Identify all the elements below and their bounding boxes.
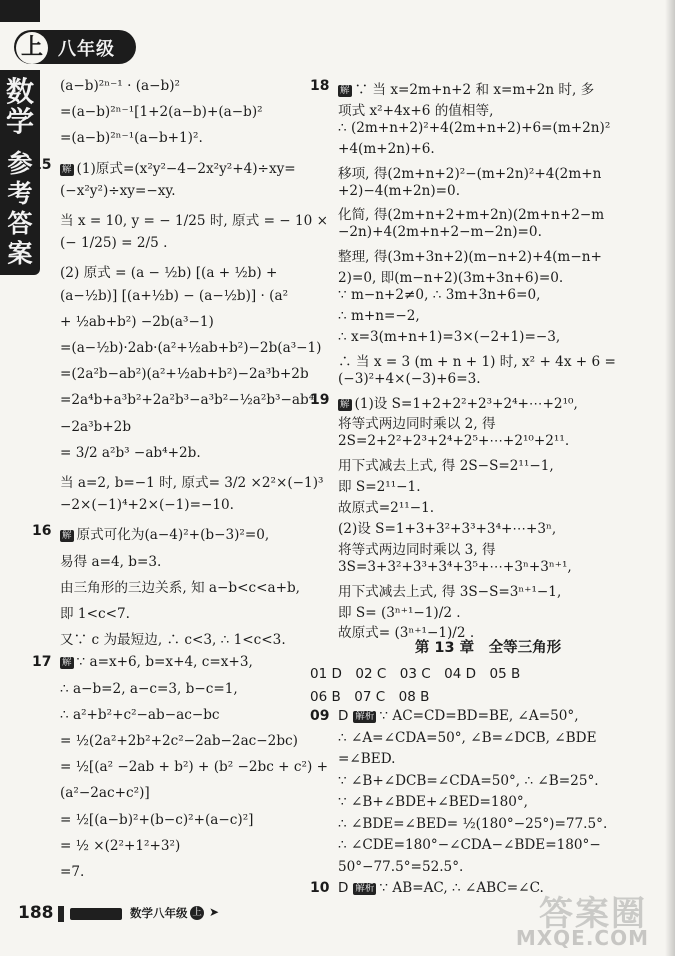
solution-badge: 解	[62, 657, 72, 669]
solution-line	[338, 559, 572, 575]
solution-text: 当 a=2, b=−1 时, 原式= 3/2 ×2²×(−1)³	[60, 475, 324, 491]
solution-line	[60, 392, 314, 408]
side-char: 参	[7, 149, 33, 178]
solution-text: (− 1/25) = 2/5 .	[60, 235, 168, 252]
solution-line	[60, 864, 84, 880]
solution-text: −2×(−1)⁴+2×(−1)=−10.	[60, 497, 234, 514]
solution-line	[338, 99, 493, 119]
solution-text: ∵ AB=AC, ∴ ∠ABC=∠C.	[379, 880, 544, 896]
solution-line	[60, 785, 150, 801]
solution-line	[338, 773, 599, 789]
solution-line	[32, 654, 253, 671]
solution-line	[338, 730, 597, 746]
solution-line	[60, 419, 131, 435]
solution-line	[338, 224, 542, 240]
solution-text: ∵ a=x+6, b=x+4, c=x+3,	[76, 654, 253, 671]
solution-text: +2)−4(m+2n)=0.	[338, 182, 461, 199]
solution-text: 2)=0, 即(m−n+2)(3m+3n+6)=0.	[338, 270, 564, 287]
solution-line	[338, 120, 610, 136]
solution-line	[60, 497, 234, 513]
solution-text: = ½[(a−b)²+(b−c)²+(a−c)²]	[60, 811, 254, 828]
solution-line	[60, 550, 161, 570]
problem-number: 18	[310, 78, 330, 94]
solution-text: =(a−b)²ⁿ⁻¹(a−b+1)².	[60, 130, 203, 147]
solution-text: ∵ m−n+2≠0, ∴ 3m+3n+6=0,	[338, 287, 541, 303]
solution-badge: 解	[340, 398, 350, 410]
solution-line	[60, 261, 277, 281]
solution-line	[32, 156, 296, 177]
solution-text: 将等式两边同时乘以 2, 得	[338, 416, 496, 433]
solution-line	[338, 266, 563, 286]
solution-line	[60, 366, 309, 382]
solution-text: 2S=2+2²+2³+2⁴+2⁵+⋯+2¹⁰+2¹¹.	[338, 433, 570, 450]
solution-text: =(2a²b−ab²)(a²+½ab+b²)−2a³b+2b	[60, 366, 309, 383]
solution-text: ∴ a²+b²+c²−ab−ac−bc	[60, 706, 220, 723]
problem-number: 10	[310, 880, 330, 896]
solution-line	[60, 314, 214, 330]
solution-text: ∴ m+n=−2,	[338, 307, 420, 324]
solution-text: 原式可化为(a−4)²+(b−3)²=0,	[76, 527, 270, 544]
solution-line	[60, 183, 176, 199]
solution-text: +4(m+2n)+6.	[338, 140, 435, 157]
solution-line	[60, 628, 286, 648]
solution-line	[60, 104, 263, 120]
solution-text: 3S=3+3²+3³+3⁴+3⁵+⋯+3ⁿ+3ⁿ⁺¹,	[338, 558, 572, 575]
solution-text: =7.	[60, 864, 85, 880]
solution-badge: 解析	[355, 711, 375, 722]
solution-text: 化简, 得(2m+n+2+m+2n)(2m+n+2−m	[338, 207, 605, 224]
solution-line	[60, 707, 220, 723]
solution-text: 项式 x²+4x+6 的值相等,	[338, 102, 494, 119]
solution-text: (2) 原式 = (a − ½b) [(a + ½b) +	[60, 265, 278, 282]
page-number: 188	[18, 903, 54, 923]
footer-divider	[58, 906, 64, 922]
solution-text: (a−½b)] [(a+½b) − (a−½b)] · (a²	[60, 287, 289, 304]
solution-badge: 解	[62, 163, 72, 175]
solution-text: (a−b)²ⁿ⁻¹ · (a−b)²	[60, 78, 180, 94]
solution-line	[338, 371, 481, 387]
solution-text: 故原式=2¹¹−1.	[338, 500, 435, 516]
page-edge-shadow	[665, 0, 675, 956]
side-char: 数	[5, 75, 34, 108]
solution-text: 即 S= (3ⁿ⁺¹−1)/2 .	[338, 604, 461, 621]
solution-line	[338, 183, 460, 199]
solution-text: ∴ a−b=2, a−c=3, b−c=1,	[60, 680, 238, 697]
solution-line	[60, 471, 323, 491]
solution-text: = ½[(a² −2ab + b²) + (b² −2bc + c²) +	[60, 759, 328, 776]
solution-text: 又∵ c 为最短边, ∴ c<3, ∴ 1<c<3.	[60, 632, 286, 649]
solution-line	[60, 681, 238, 697]
solution-line	[338, 203, 604, 223]
problem-number: 19	[310, 391, 330, 408]
solution-text: ∵ 当 x=2m+n+2 和 x=m+2n 时, 多	[354, 82, 595, 98]
solution-text: ∴ 当 x = 3 (m + n + 1) 时, x² + 4x + 6 =	[338, 353, 616, 370]
solution-line	[338, 245, 602, 265]
solution-text: ∴ ∠CDE=180°−∠CDA−∠BDE=180°−	[338, 837, 601, 853]
solution-line	[60, 812, 253, 828]
solution-line	[338, 329, 560, 345]
solution-text: 即 1<c<7.	[60, 606, 130, 622]
solution-line	[310, 708, 579, 724]
solution-line	[32, 523, 270, 544]
solution-text: (2)设 S=1+3+3²+3³+3⁴+⋯+3ⁿ,	[338, 520, 557, 537]
solution-line	[338, 580, 561, 600]
solution-text: 易得 a=4, b=3.	[60, 553, 162, 570]
solution-line	[338, 412, 496, 432]
solution-text: = 3/2 a²b³ −ab⁴+2b.	[60, 444, 201, 461]
solution-line	[60, 759, 328, 775]
solution-text: (−3)²+4×(−3)+6=3.	[338, 370, 481, 387]
solution-text: −2n)+4(2m+n+2−m−2n)=0.	[338, 224, 542, 241]
solution-line	[338, 859, 463, 875]
answer-row: 01 D 02 C 03 C 04 D 05 B	[310, 666, 521, 682]
solution-text: 整理, 得(3m+3n+2)(m−n+2)+4(m−n+	[338, 249, 602, 266]
solution-line	[338, 816, 607, 832]
solution-text: (−x²y²)÷xy=−xy.	[60, 182, 176, 199]
solution-text: ∵ ∠B+∠BDE+∠BED=180°,	[338, 794, 528, 810]
solution-line	[338, 601, 461, 621]
solution-line	[338, 162, 601, 182]
solution-line	[60, 445, 201, 461]
solution-text: (1)原式=(x²y²−4−2x²y²+4)÷xy=	[76, 160, 296, 177]
solution-text: ∴ x=3(m+n+1)=3×(−2+1)=−3,	[338, 328, 561, 345]
solution-badge: 解	[340, 85, 350, 96]
solution-text: 当 x = 10, y = − 1/25 时, 原式 = − 10 ×	[60, 213, 328, 229]
solution-text: = ½(2a²+2b²+2c²−2ab−2ac−2bc)	[60, 733, 298, 749]
watermark-logo: 答案圈	[539, 894, 647, 934]
answer-choice: D	[338, 880, 349, 896]
solution-line	[338, 751, 395, 767]
solution-text: ∴ ∠BDE=∠BED= ½(180°−25°)=77.5°.	[338, 815, 608, 832]
solution-text: ∴ (2m+n+2)²+4(2m+n+2)+6=(m+2n)²	[338, 119, 611, 136]
solution-line	[60, 602, 130, 622]
solution-line	[338, 794, 528, 810]
solution-line	[338, 517, 556, 537]
chapter-title: 第 13 章 全等三角形	[414, 640, 562, 656]
solution-text: =∠BED.	[338, 751, 396, 767]
solution-line	[60, 838, 180, 854]
sidebar-top-band	[0, 0, 40, 22]
solution-line	[338, 475, 421, 495]
answer-choice: D	[338, 708, 349, 724]
solution-line	[338, 538, 496, 558]
solution-line	[60, 576, 300, 596]
solution-text: 50°−77.5°=52.5°.	[338, 858, 464, 875]
solution-text: ∵ AC=CD=BD=BE, ∠A=50°,	[379, 708, 579, 724]
solution-line	[310, 78, 595, 98]
solution-text: 故原式= (3ⁿ⁺¹−1)/2 .	[338, 625, 475, 642]
solution-line	[338, 433, 569, 449]
volume-marker: 上	[16, 32, 48, 64]
solution-text: =(a−b)²ⁿ⁻¹[1+2(a−b)+(a−b)²	[60, 104, 263, 121]
side-char: 案	[7, 239, 33, 268]
side-char: 答	[7, 209, 33, 238]
solution-line	[338, 287, 540, 303]
solution-line	[60, 209, 328, 229]
solution-text: 即 S=2¹¹−1.	[338, 479, 421, 496]
arrow-right-icon: ➤	[209, 905, 220, 919]
solution-line	[310, 880, 544, 896]
solution-text: (a²−2ac+c²)]	[60, 785, 150, 802]
solution-line	[338, 141, 435, 157]
side-char: 学	[5, 105, 34, 138]
solution-text: + ½ab+b²) −2b(a³−1)	[60, 313, 214, 330]
solution-line	[60, 235, 167, 251]
book-title: 数学八年级	[130, 906, 188, 920]
solution-line	[60, 733, 298, 749]
solution-text: 移项, 得(2m+n+2)²−(m+2n)²+4(2m+n	[338, 165, 602, 182]
solution-text: ∵ ∠B+∠DCB=∠CDA=50°, ∴ ∠B=25°.	[338, 772, 599, 789]
solution-line	[60, 340, 321, 356]
problem-number: 15	[32, 156, 52, 173]
problem-number: 16	[32, 523, 52, 540]
solution-badge: 解	[62, 530, 72, 542]
solution-text: (1)设 S=1+2+2²+2³+2⁴+⋯+2¹⁰,	[354, 395, 578, 412]
solution-text: =(a−½b)·2ab·(a²+½ab+b²)−2b(a³−1)	[60, 340, 322, 356]
problem-number: 17	[32, 654, 52, 671]
solution-line	[310, 391, 578, 412]
answer-row: 06 B 07 C 08 B	[310, 689, 430, 705]
solution-line	[338, 837, 601, 853]
side-char: 考	[7, 179, 33, 208]
solution-line	[338, 308, 420, 324]
solution-text: −2a³b+2b	[60, 418, 132, 435]
problem-number: 09	[310, 708, 330, 724]
solution-text: 用下式减去上式, 得 2S−S=2¹¹−1,	[338, 458, 554, 475]
grade-label: 八年级	[58, 39, 115, 60]
series-logo	[70, 908, 122, 920]
solution-text: =2a⁴b+a³b²+2a²b³−a³b²−½a²b³−ab⁴	[60, 392, 315, 409]
solution-badge: 解析	[355, 883, 375, 894]
solution-text: = ½ ×(2²+1²+3²)	[60, 837, 181, 854]
page-footer	[18, 903, 258, 925]
solution-line	[338, 350, 616, 370]
solution-text: 由三角形的三边关系, 知 a−b<c<a+b,	[60, 579, 301, 596]
solution-line	[60, 288, 288, 304]
solution-line	[60, 130, 203, 146]
solution-line	[338, 496, 434, 516]
solution-line	[338, 454, 554, 474]
solution-text: ∴ ∠A=∠CDA=50°, ∠B=∠DCB, ∠BDE	[338, 729, 597, 746]
watermark-site: MXQE.COM	[515, 926, 649, 950]
solution-text: 用下式减去上式, 得 3S−S=3ⁿ⁺¹−1,	[338, 583, 562, 600]
solution-text: 将等式两边同时乘以 3, 得	[338, 541, 496, 558]
volume-badge: 上	[190, 906, 204, 920]
solution-line	[60, 78, 180, 94]
